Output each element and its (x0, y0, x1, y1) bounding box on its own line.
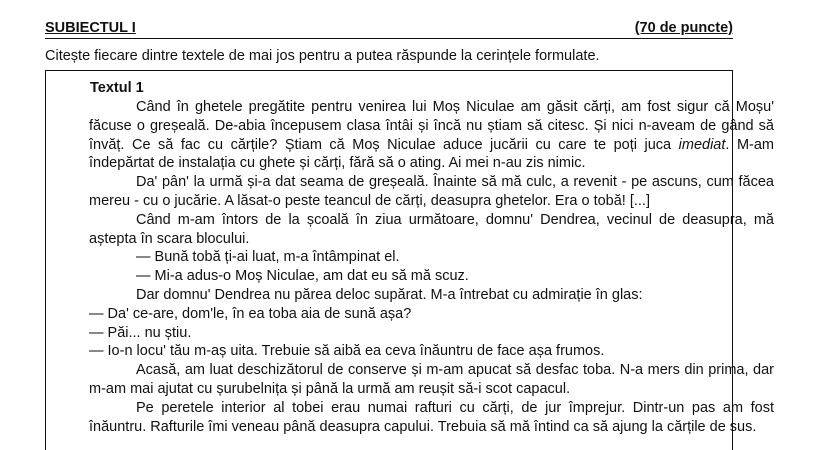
text-body (89, 98, 774, 436)
paragraph: Când m-am întors de la școală în ziua următoare, domnu' Dendrea, vecinul de deasupra, mă aștepta în scara blocului. (89, 211, 774, 247)
paragraph: Acasă, am luat deschizătorul de conserve și m-am apucat să desfac toba. N-a mers din prima, dar m-am mai ajutat cu șurubelnița și până la urmă am reușit să-i scot capacul. (89, 362, 774, 397)
paragraph: Când în ghetele pregătite pentru venirea lui Moș Niculae am găsit cărți, am fost sigur că Moșu' făcuse o greșeală. De-abia începusem clasa întâi și încă nu știam să citesc. Și nici n-aveam de gând să învăț. Ce să fac cu cărțile? Știam că Moș Niculae aduce jucării cu care te poți juca imediat. M-am îndepărtat de instalația cu ghete și cărți, fără să o ating. Ai mei n-au zis nimic. (89, 99, 774, 172)
paragraph: Da' pân' la urmă și-a dat seama de greșeală. Înainte să mă culc, a revenit - pe ascuns, cum făcea mereu - cu o jucărie. A lăsat-o peste teancul de cărți, deasupra ghetelor. Era o tobă! [...] (89, 174, 774, 209)
paragraph: Pe peretele interior al tobei erau numai rafturi cu cărți, de jur împrejur. Dintr-un pas am fost înăuntru. Rafturile îmi veneau până deasupra capului. Trebuia să mă întind ca să ajung la cărțile de sus. (89, 399, 774, 435)
italic-word: imediat (678, 136, 726, 153)
text-box (45, 70, 774, 450)
instruction-text: Citește fiecare dintre textele de mai jos pentru a putea răspunde la cerințele formulate. (45, 48, 600, 64)
exam-header (45, 18, 733, 39)
dialogue-line: — Da' ce-are, dom'le, în ea toba aia de sună așa? (89, 305, 412, 322)
subject-title: SUBIECTUL I (45, 20, 136, 36)
dialogue-line: — Io-n locu' tău m-aș uita. Trebuie să aibă ea ceva înăuntru de face așa frumos. (89, 343, 605, 360)
dialogue-line: — Păi... nu știu. (89, 324, 192, 341)
dialogue-line: — Bună tobă ți-ai luat, m-a întâmpinat el. (136, 249, 400, 266)
points-label: (70 de puncte) (634, 20, 733, 36)
dialogue-line: — Mi-a adus-o Moș Niculae, am dat eu să mă scuz. (136, 268, 469, 285)
paragraph: Dar domnu' Dendrea nu părea deloc supărat. M-a întrebat cu admirație în glas: (136, 286, 643, 303)
text-title: Textul 1 (90, 80, 144, 96)
